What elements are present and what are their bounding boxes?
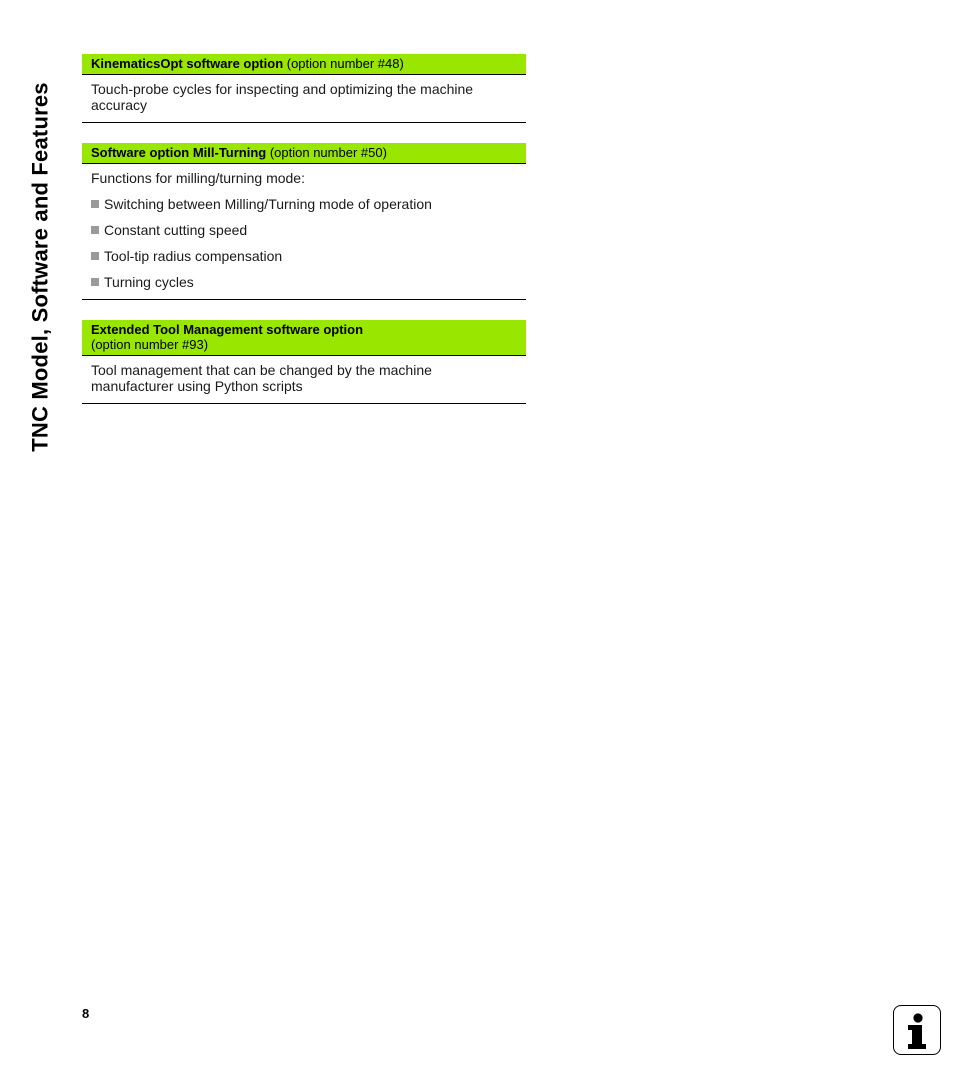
section-header (82, 320, 526, 356)
section-header (82, 143, 526, 164)
section-mill-turning (82, 143, 526, 300)
square-bullet-icon (91, 278, 99, 286)
section-header (82, 54, 526, 75)
section-title: Extended Tool Management software option (91, 322, 364, 337)
content-area (82, 54, 526, 404)
chapter-side-title: TNC Model, Software and Features (28, 82, 53, 452)
square-bullet-icon (91, 200, 99, 208)
section-option-number: (option number #50) (266, 145, 387, 160)
list-item (91, 248, 517, 264)
square-bullet-icon (91, 226, 99, 234)
section-title: Software option Mill-Turning (91, 145, 267, 160)
list-item-text: Constant cutting speed (104, 222, 248, 238)
list-item (91, 222, 517, 238)
section-extended-tool-management (82, 320, 526, 404)
section-option-number: (option number #93) (91, 337, 209, 352)
list-item-text: Switching between Milling/Turning mode of operation (104, 196, 432, 212)
section-body (82, 75, 526, 122)
section-title: KinematicsOpt software option (91, 56, 284, 71)
list-item (91, 196, 517, 212)
section-intro: Functions for milling/turning mode: (91, 170, 305, 186)
list-item (91, 274, 517, 290)
list-item-text: Turning cycles (104, 274, 194, 290)
section-description: Tool management that can be changed by the machine manufacturer using Python scripts (91, 362, 432, 394)
section-body (82, 356, 526, 403)
info-glyph (894, 1006, 939, 1053)
side-title-container (26, 52, 56, 482)
page-number: 8 (82, 1006, 90, 1021)
section-description: Touch-probe cycles for inspecting and optimizing the machine accuracy (91, 81, 474, 113)
info-icon (893, 1005, 941, 1055)
feature-list (91, 196, 517, 290)
section-kinematicsopt (82, 54, 526, 123)
section-body (82, 164, 526, 299)
square-bullet-icon (91, 252, 99, 260)
section-option-number: (option number #48) (283, 56, 404, 71)
list-item-text: Tool-tip radius compensation (104, 248, 283, 264)
